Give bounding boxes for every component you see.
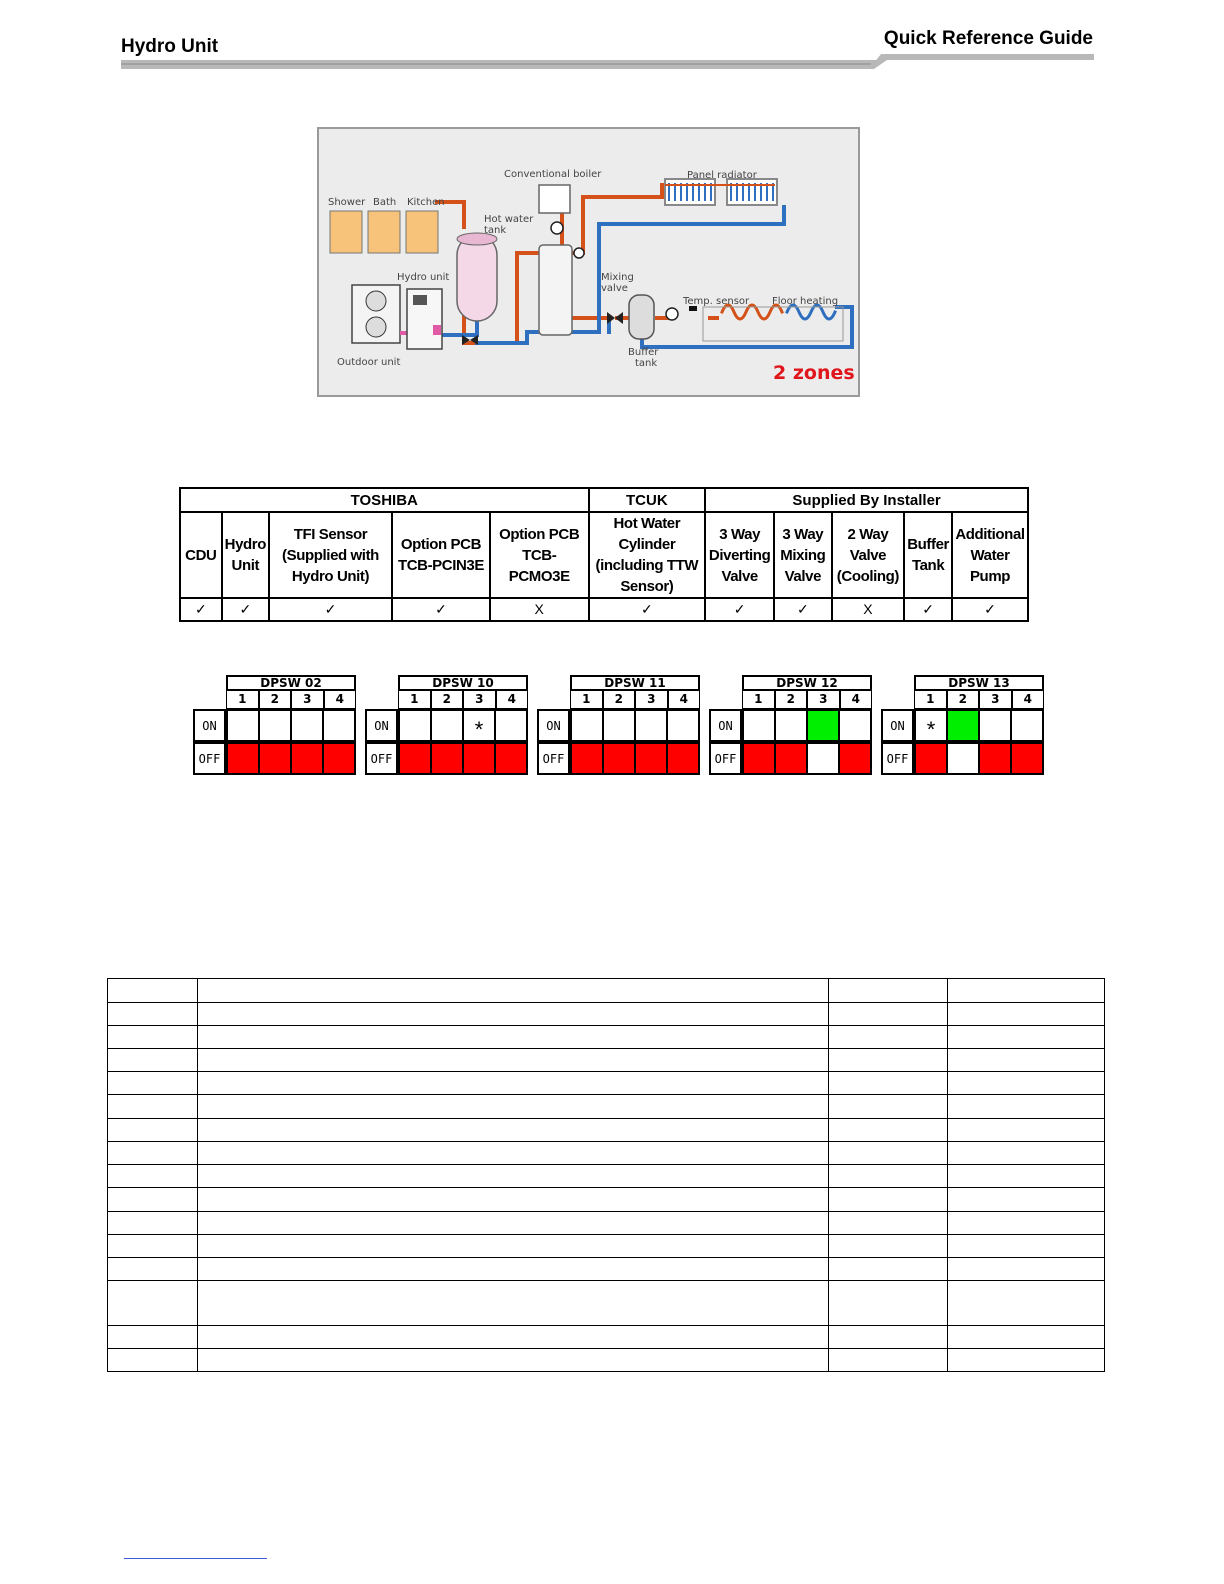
off-cell — [431, 743, 463, 774]
dip-switch-numbers — [570, 691, 700, 709]
blank-settings-table — [107, 978, 1105, 1372]
blank-cell — [829, 1326, 947, 1349]
on-cell — [947, 710, 979, 741]
off-cell — [979, 743, 1011, 774]
col-2way-valve: 2 Way Valve (Cooling) — [832, 512, 905, 598]
blank-cell — [829, 1119, 947, 1142]
blank-cell — [108, 1212, 198, 1235]
footer-link-underline[interactable] — [124, 1558, 267, 1559]
dip-position-number: 3 — [807, 691, 840, 709]
dip-position-number: 4 — [840, 691, 873, 709]
off-row — [570, 742, 700, 775]
off-cell — [1011, 743, 1043, 774]
on-cell — [291, 710, 323, 741]
label-mixing-valve-2: valve — [601, 283, 628, 294]
on-row — [226, 709, 356, 742]
blank-cell — [197, 1165, 829, 1188]
label-hot-water-tank-1: Hot water — [484, 214, 534, 225]
dip-position-number: 2 — [431, 691, 464, 709]
off-label: OFF — [537, 742, 570, 775]
dip-position-number: 2 — [259, 691, 292, 709]
blank-cell — [108, 1003, 198, 1026]
dip-position-number: 1 — [914, 691, 947, 709]
on-cell — [1011, 710, 1043, 741]
val-option-pcb-pcin3e: ✓ — [392, 598, 490, 621]
blank-cell — [829, 1188, 947, 1212]
label-mixing-valve-1: Mixing — [601, 272, 634, 283]
components-table — [179, 487, 1029, 622]
dip-position-number: 2 — [775, 691, 808, 709]
blank-cell — [197, 1349, 829, 1372]
label-buffer-tank-2: tank — [635, 358, 658, 369]
hot-water-tank — [457, 233, 497, 321]
label-temp-sensor: Temp. sensor — [683, 296, 750, 307]
blank-cell — [947, 1072, 1104, 1095]
on-cell — [227, 710, 259, 741]
on-cell — [775, 710, 807, 741]
blank-cell — [947, 1026, 1104, 1049]
blank-cell — [947, 1326, 1104, 1349]
label-outdoor-unit: Outdoor unit — [337, 357, 401, 368]
blank-cell — [108, 1095, 198, 1119]
off-cell — [839, 743, 871, 774]
blank-cell — [947, 1049, 1104, 1072]
blank-cell — [829, 1212, 947, 1235]
blank-cell — [829, 1072, 947, 1095]
on-cell — [603, 710, 635, 741]
dip-position-number: 1 — [226, 691, 259, 709]
val-tfi-sensor: ✓ — [269, 598, 392, 621]
blank-cell — [829, 1095, 947, 1119]
on-row — [398, 709, 528, 742]
dip-switch-numbers — [226, 691, 356, 709]
dip-position-number: 4 — [1012, 691, 1045, 709]
on-cell: * — [915, 710, 947, 741]
dip-position-number: 4 — [496, 691, 529, 709]
blank-cell — [829, 1049, 947, 1072]
blank-cell — [947, 1119, 1104, 1142]
blank-cell — [108, 1119, 198, 1142]
on-label: ON — [881, 709, 914, 742]
blank-cell — [947, 1235, 1104, 1258]
on-cell — [399, 710, 431, 741]
val-buffer-tank: ✓ — [904, 598, 952, 621]
dip-switch-title: DPSW 12 — [742, 675, 872, 691]
blank-cell — [197, 1142, 829, 1165]
label-panel-radiator: Panel radiator — [687, 170, 757, 181]
system-diagram — [317, 127, 860, 397]
blank-cell — [947, 1165, 1104, 1188]
blank-cell — [197, 1235, 829, 1258]
dip-switch-numbers — [742, 691, 872, 709]
group-tcuk: TCUK — [589, 488, 706, 512]
dip-switch-title: DPSW 02 — [226, 675, 356, 691]
val-hot-water-cylinder: ✓ — [589, 598, 706, 621]
on-cell — [431, 710, 463, 741]
blank-cell — [197, 1326, 829, 1349]
dip-position-number: 3 — [291, 691, 324, 709]
col-buffer-tank: Buffer Tank — [904, 512, 952, 598]
val-cdu: ✓ — [180, 598, 222, 621]
col-hot-water-cylinder: Hot Water Cylinder (including TTW Sensor) — [589, 512, 706, 598]
blank-cell — [947, 1258, 1104, 1281]
dip-position-number: 1 — [570, 691, 603, 709]
label-conventional-boiler: Conventional boiler — [504, 169, 602, 180]
off-cell — [743, 743, 775, 774]
blank-cell — [108, 1142, 198, 1165]
off-label: OFF — [881, 742, 914, 775]
label-hydro-unit: Hydro unit — [397, 272, 450, 283]
off-label: OFF — [709, 742, 742, 775]
col-additional-water-pump: Additional Water Pump — [952, 512, 1028, 598]
blank-cell — [197, 1095, 829, 1119]
col-cdu: CDU — [180, 512, 222, 598]
on-cell — [743, 710, 775, 741]
blank-cell — [108, 1235, 198, 1258]
blank-cell — [947, 1281, 1104, 1326]
off-row — [398, 742, 528, 775]
blank-cell — [197, 1119, 829, 1142]
dip-position-number: 2 — [603, 691, 636, 709]
label-floor-heating: Floor heating — [772, 296, 839, 307]
col-hydro-unit: Hydro Unit — [222, 512, 269, 598]
blank-cell — [829, 979, 947, 1003]
on-cell — [259, 710, 291, 741]
off-label: OFF — [365, 742, 398, 775]
val-3way-diverting-valve: ✓ — [705, 598, 774, 621]
blank-cell — [197, 1258, 829, 1281]
col-tfi-sensor: TFI Sensor (Supplied with Hydro Unit) — [269, 512, 392, 598]
dip-position-number: 3 — [463, 691, 496, 709]
blank-cell — [197, 1212, 829, 1235]
off-cell — [635, 743, 667, 774]
blank-cell — [108, 1188, 198, 1212]
blank-cell — [108, 1072, 198, 1095]
label-hot-water-tank-2: tank — [484, 225, 507, 236]
off-cell — [291, 743, 323, 774]
dip-switch-title: DPSW 11 — [570, 675, 700, 691]
on-label: ON — [709, 709, 742, 742]
on-cell — [667, 710, 699, 741]
off-cell — [667, 743, 699, 774]
blank-cell — [197, 1281, 829, 1326]
blank-cell — [947, 1003, 1104, 1026]
blank-cell — [197, 1003, 829, 1026]
on-row — [742, 709, 872, 742]
on-cell — [839, 710, 871, 741]
on-cell — [323, 710, 355, 741]
off-cell — [603, 743, 635, 774]
on-cell: * — [463, 710, 495, 741]
dip-switch-title: DPSW 13 — [914, 675, 1044, 691]
blank-cell — [108, 1349, 198, 1372]
on-row — [570, 709, 700, 742]
val-2way-valve: X — [832, 598, 905, 621]
dip-position-number: 1 — [742, 691, 775, 709]
on-label: ON — [193, 709, 226, 742]
off-label: OFF — [193, 742, 226, 775]
blank-cell — [108, 1281, 198, 1326]
off-cell — [463, 743, 495, 774]
blank-cell — [829, 1235, 947, 1258]
group-supplied-by-installer: Supplied By Installer — [705, 488, 1028, 512]
on-cell — [807, 710, 839, 741]
val-3way-mixing-valve: ✓ — [774, 598, 832, 621]
off-cell — [399, 743, 431, 774]
blank-cell — [947, 1212, 1104, 1235]
col-option-pcb-pcin3e: Option PCB TCB-PCIN3E — [392, 512, 490, 598]
off-row — [226, 742, 356, 775]
dip-switch-numbers — [398, 691, 528, 709]
dip-position-number: 4 — [668, 691, 701, 709]
blank-cell — [947, 1188, 1104, 1212]
off-cell — [259, 743, 291, 774]
dip-position-number: 4 — [324, 691, 357, 709]
blank-cell — [197, 1188, 829, 1212]
dip-switch-title: DPSW 10 — [398, 675, 528, 691]
label-zones: 2 zones — [773, 362, 855, 384]
off-cell — [947, 743, 979, 774]
blank-cell — [108, 1026, 198, 1049]
dip-position-number: 3 — [979, 691, 1012, 709]
dip-position-number: 2 — [947, 691, 980, 709]
blank-cell — [197, 1072, 829, 1095]
blank-cell — [947, 1142, 1104, 1165]
blank-cell — [947, 979, 1104, 1003]
blank-cell — [829, 1165, 947, 1188]
blank-cell — [829, 1349, 947, 1372]
header-rule — [121, 52, 1096, 72]
on-cell — [979, 710, 1011, 741]
off-cell — [571, 743, 603, 774]
header-guide-title: Quick Reference Guide — [883, 28, 1093, 49]
label-kitchen: Kitchen — [407, 197, 445, 208]
blank-cell — [829, 1281, 947, 1326]
on-row — [914, 709, 1044, 742]
val-option-pcb-pcmo3e: X — [490, 598, 589, 621]
blank-cell — [829, 1258, 947, 1281]
header-title: Hydro Unit — [121, 36, 219, 57]
dip-position-number: 3 — [635, 691, 668, 709]
col-option-pcb-pcmo3e: Option PCB TCB-PCMO3E — [490, 512, 589, 598]
label-bath: Bath — [373, 197, 397, 208]
group-toshiba: TOSHIBA — [180, 488, 589, 512]
off-cell — [915, 743, 947, 774]
on-label: ON — [537, 709, 570, 742]
blank-cell — [947, 1349, 1104, 1372]
off-cell — [807, 743, 839, 774]
dip-position-number: 1 — [398, 691, 431, 709]
blank-cell — [197, 1026, 829, 1049]
blank-cell — [197, 1049, 829, 1072]
hydro-unit — [407, 289, 442, 349]
blank-cell — [829, 1003, 947, 1026]
off-cell — [775, 743, 807, 774]
off-cell — [323, 743, 355, 774]
blank-cell — [197, 979, 829, 1003]
blank-cell — [108, 1326, 198, 1349]
blank-cell — [108, 979, 198, 1003]
col-3way-mixing-valve: 3 Way Mixing Valve — [774, 512, 832, 598]
on-cell — [635, 710, 667, 741]
val-additional-water-pump: ✓ — [952, 598, 1028, 621]
label-buffer-tank-1: Buffer — [628, 347, 659, 358]
blank-cell — [947, 1095, 1104, 1119]
val-hydro-unit: ✓ — [222, 598, 269, 621]
off-row — [914, 742, 1044, 775]
outdoor-unit — [352, 285, 408, 343]
blank-cell — [108, 1258, 198, 1281]
on-cell — [571, 710, 603, 741]
off-cell — [495, 743, 527, 774]
dip-switch-numbers — [914, 691, 1044, 709]
off-row — [742, 742, 872, 775]
on-cell — [495, 710, 527, 741]
label-shower: Shower — [328, 197, 366, 208]
blank-cell — [829, 1142, 947, 1165]
blank-cell — [108, 1165, 198, 1188]
blank-cell — [829, 1026, 947, 1049]
col-3way-diverting-valve: 3 Way Diverting Valve — [705, 512, 774, 598]
on-label: ON — [365, 709, 398, 742]
off-cell — [227, 743, 259, 774]
blank-cell — [108, 1049, 198, 1072]
